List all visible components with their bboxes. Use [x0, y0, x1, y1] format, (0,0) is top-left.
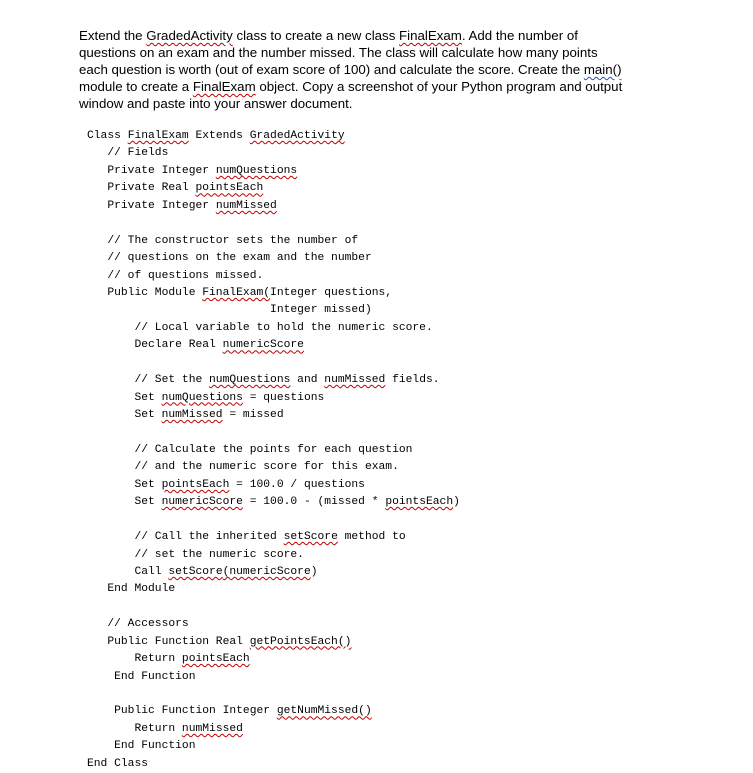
text-run: Declare Real: [87, 339, 223, 352]
text-run: Private Real: [87, 182, 196, 195]
code-line: [87, 407, 460, 424]
spellcheck-marked-word: numQuestions: [209, 374, 291, 387]
text-run: Set: [87, 496, 162, 509]
code-line: [87, 599, 460, 616]
code-line: [87, 512, 460, 529]
code-line: [87, 128, 460, 145]
prose-line: [79, 78, 699, 95]
text-run: window and paste into your answer document.: [79, 96, 353, 111]
spellcheck-marked-word: getNumMissed(): [276, 705, 372, 718]
spellcheck-marked-word: setScore: [168, 565, 223, 578]
code-line: [87, 372, 460, 389]
text-run: Private Integer: [87, 164, 216, 177]
text-run: ): [310, 565, 318, 578]
code-line: [87, 180, 460, 197]
prose-line: [79, 27, 699, 44]
code-line: [87, 320, 460, 337]
text-run: Public Function Integer: [87, 705, 277, 718]
text-run: = questions: [242, 391, 325, 404]
code-line: [87, 703, 460, 720]
text-run: and: [290, 374, 325, 387]
code-line: [87, 198, 460, 215]
code-line: [87, 302, 460, 319]
text-run: . Add the number of: [461, 28, 578, 43]
spellcheck-marked-word: numericScore: [161, 496, 243, 509]
pseudocode-block: [87, 128, 460, 773]
code-line: [87, 529, 460, 546]
text-run: End Module: [87, 583, 176, 596]
code-line: [87, 145, 460, 162]
text-run: Extends: [188, 130, 250, 142]
spellcheck-marked-word: (numericScore: [222, 565, 311, 578]
text-run: Public Function Real: [87, 635, 250, 648]
code-line: [87, 651, 460, 668]
text-run: = 100.0 / questions: [229, 478, 365, 491]
code-line: [87, 738, 460, 755]
code-line: [87, 564, 460, 581]
text-run: // Call the inherited: [87, 531, 284, 544]
code-line: [87, 285, 460, 302]
text-run: method to: [337, 531, 406, 544]
text-run: = 100.0 - (missed *: [242, 496, 386, 509]
text-run: // of questions missed.: [87, 269, 264, 282]
text-run: fields.: [385, 374, 440, 387]
text-run: Return: [87, 653, 182, 666]
spellcheck-marked-word: FinalExam: [399, 28, 462, 43]
text-run: Set: [87, 391, 162, 404]
spellcheck-marked-word: GradedActivity: [146, 28, 233, 43]
spellcheck-marked-word: setScore: [283, 531, 338, 544]
text-run: End Function: [87, 740, 196, 753]
code-line: [87, 390, 460, 407]
text-run: module to create a: [79, 79, 193, 94]
assignment-instructions: [79, 27, 699, 112]
code-line: [87, 616, 460, 633]
code-line: [87, 581, 460, 598]
code-line: [87, 669, 460, 686]
text-run: // set the numeric score.: [87, 548, 304, 561]
text-run: = missed: [222, 409, 284, 421]
code-line: [87, 424, 460, 441]
spellcheck-marked-word: pointsEach: [195, 182, 264, 195]
code-line: [87, 355, 460, 372]
text-run: End Class: [87, 757, 149, 770]
spellcheck-marked-word: numMissed: [324, 374, 386, 387]
code-line: [87, 494, 460, 511]
code-line: [87, 233, 460, 250]
spellcheck-marked-word: FinalExam: [192, 79, 256, 94]
code-line: [87, 459, 460, 476]
code-line: [87, 721, 460, 738]
text-run: Set: [87, 478, 162, 491]
code-line: [87, 163, 460, 180]
code-line: [87, 547, 460, 564]
spellcheck-marked-word: numMissed: [215, 199, 277, 212]
text-run: Integer questions,: [270, 286, 393, 299]
text-run: ): [453, 496, 460, 509]
text-run: // questions on the exam and the number: [87, 252, 372, 265]
text-run: Return: [87, 722, 182, 735]
code-line: [87, 215, 460, 232]
code-line: [87, 250, 460, 267]
text-run: Private Integer: [87, 199, 216, 212]
prose-line: [79, 61, 699, 78]
code-line: [87, 686, 460, 703]
spellcheck-marked-word: numMissed: [161, 409, 223, 421]
spellcheck-marked-word: pointsEach: [181, 653, 250, 666]
spellcheck-marked-word: numQuestions: [161, 391, 243, 404]
text-run: each question is worth (out of exam score of 100) and calculate the score. Create the: [79, 62, 584, 77]
spellcheck-marked-word: getPointsEach(): [249, 635, 352, 648]
text-run: // and the numeric score for this exam.: [87, 461, 399, 474]
prose-line: [79, 95, 699, 112]
text-run: // The constructor sets the number of: [87, 234, 359, 247]
code-line: [87, 634, 460, 651]
code-line: [87, 337, 460, 354]
spellcheck-marked-word: pointsEach: [161, 478, 230, 491]
text-run: // Accessors: [87, 618, 189, 631]
text-run: Extend the: [79, 28, 147, 43]
text-run: object. Copy a screenshot of your Python program and output: [255, 79, 623, 94]
code-line: [87, 442, 460, 459]
code-line: [87, 756, 460, 773]
text-run: // Calculate the points for each question: [87, 443, 413, 456]
grammar-marked-word: main(): [583, 62, 622, 77]
code-line: [87, 268, 460, 285]
spellcheck-marked-word: FinalExam: [127, 130, 189, 142]
text-run: // Local variable to hold the numeric score.: [87, 321, 433, 334]
text-run: // Fields: [87, 147, 169, 160]
spellcheck-marked-word: pointsEach: [385, 496, 454, 509]
text-run: End Function: [87, 670, 196, 683]
text-run: // Set the: [87, 374, 210, 387]
spellcheck-marked-word: numMissed: [181, 722, 243, 735]
text-run: Public Module: [87, 286, 203, 299]
code-line: [87, 477, 460, 494]
spellcheck-marked-word: GradedActivity: [249, 130, 345, 142]
text-run: class to create a new class: [232, 28, 400, 43]
text-run: Class: [87, 130, 128, 142]
prose-line: [79, 44, 699, 61]
spellcheck-marked-word: FinalExam(: [202, 286, 271, 299]
text-run: Call: [87, 565, 169, 578]
text-run: Set: [87, 409, 162, 421]
text-run: Integer missed): [87, 304, 372, 317]
spellcheck-marked-word: numQuestions: [215, 164, 298, 177]
spellcheck-marked-word: numericScore: [222, 339, 304, 352]
text-run: questions on an exam and the number missed. The class will calculate how many points: [79, 45, 598, 60]
